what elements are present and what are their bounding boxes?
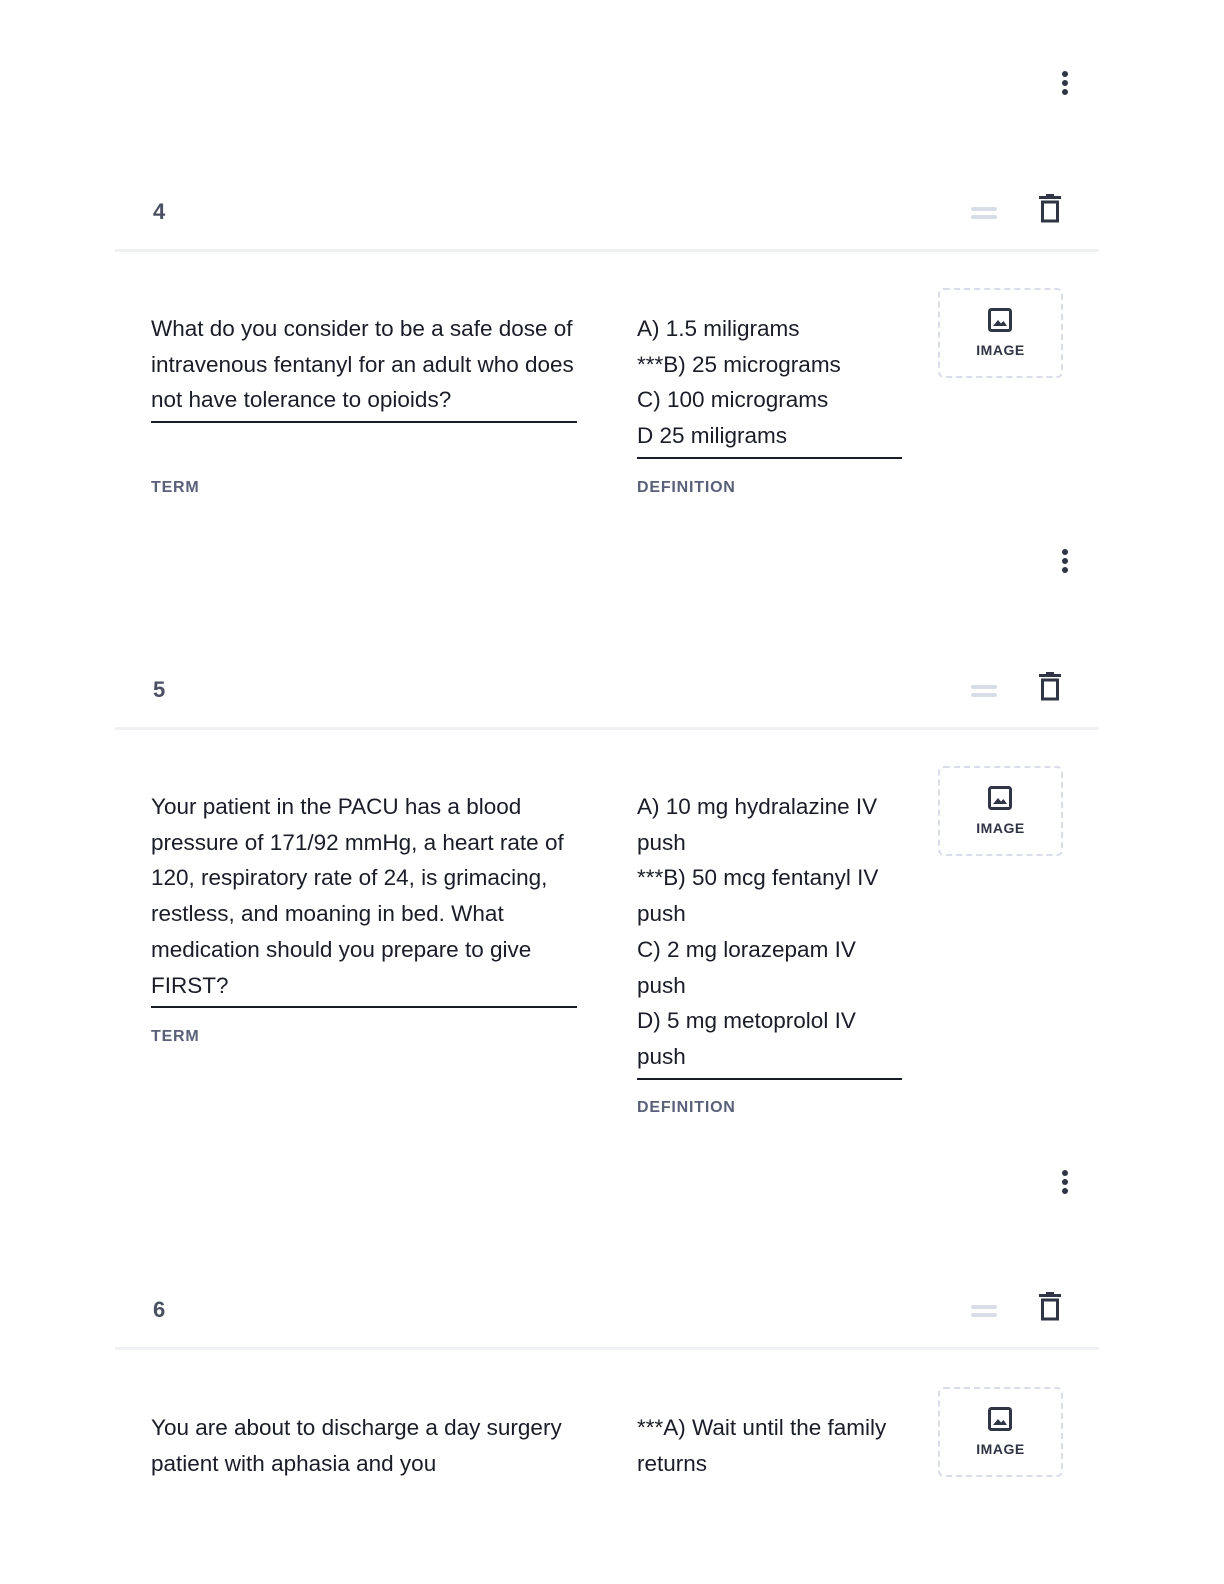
card-number: 5 xyxy=(153,677,166,702)
definition-input[interactable]: A) 1.5 miligrams ***B) 25 micrograms C) 100 micrograms D 25 miligrams xyxy=(637,311,902,459)
card-header xyxy=(115,667,1099,730)
term-input[interactable]: What do you consider to be a safe dose of intravenous fentanyl for an adult who does not have tolerance to opioids? xyxy=(151,311,577,423)
drag-handle-icon[interactable] xyxy=(971,683,997,699)
drag-handle-icon[interactable] xyxy=(971,205,997,221)
add-image-button[interactable] xyxy=(938,1387,1063,1477)
card-number: 4 xyxy=(153,199,166,224)
definition-input[interactable]: A) 10 mg hydralazine IV push ***B) 50 mcg fentanyl IV push C) 2 mg lorazepam IV push D) 5 mg metoprolol IV push xyxy=(637,789,902,1080)
definition-input[interactable]: ***A) Wait until the family returns xyxy=(637,1415,887,1476)
add-image-button[interactable] xyxy=(938,288,1063,378)
image-icon xyxy=(988,786,1012,810)
term-label: TERM xyxy=(151,1028,200,1045)
delete-card-button[interactable] xyxy=(1037,194,1063,224)
term-input[interactable]: Your patient in the PACU has a blood pressure of 171/92 mmHg, a heart rate of 120, respiratory rate of 24, is grimacing, restless, and moaning in bed. What medication should you prepare to give FIRST? xyxy=(151,789,577,1008)
add-image-button[interactable] xyxy=(938,766,1063,856)
term-label: TERM xyxy=(151,479,200,496)
trash-icon xyxy=(1037,194,1063,224)
delete-card-button[interactable] xyxy=(1037,1292,1063,1322)
image-icon xyxy=(988,308,1012,332)
more-options-icon[interactable] xyxy=(1058,547,1074,577)
more-options-icon[interactable] xyxy=(1058,69,1074,99)
drag-handle-icon[interactable] xyxy=(971,1303,997,1319)
card-number: 6 xyxy=(153,1297,166,1322)
card-header xyxy=(115,189,1099,252)
trash-icon xyxy=(1037,672,1063,702)
term-input[interactable]: You are about to discharge a day surgery patient with aphasia and you xyxy=(151,1415,562,1476)
trash-icon xyxy=(1037,1292,1063,1322)
image-button-label: IMAGE xyxy=(976,1441,1025,1457)
delete-card-button[interactable] xyxy=(1037,672,1063,702)
image-icon xyxy=(988,1407,1012,1431)
definition-label: DEFINITION xyxy=(637,1099,736,1116)
more-options-icon[interactable] xyxy=(1058,1168,1074,1198)
image-button-label: IMAGE xyxy=(976,820,1025,836)
image-button-label: IMAGE xyxy=(976,342,1025,358)
card-header xyxy=(115,1287,1099,1350)
definition-label: DEFINITION xyxy=(637,479,736,496)
